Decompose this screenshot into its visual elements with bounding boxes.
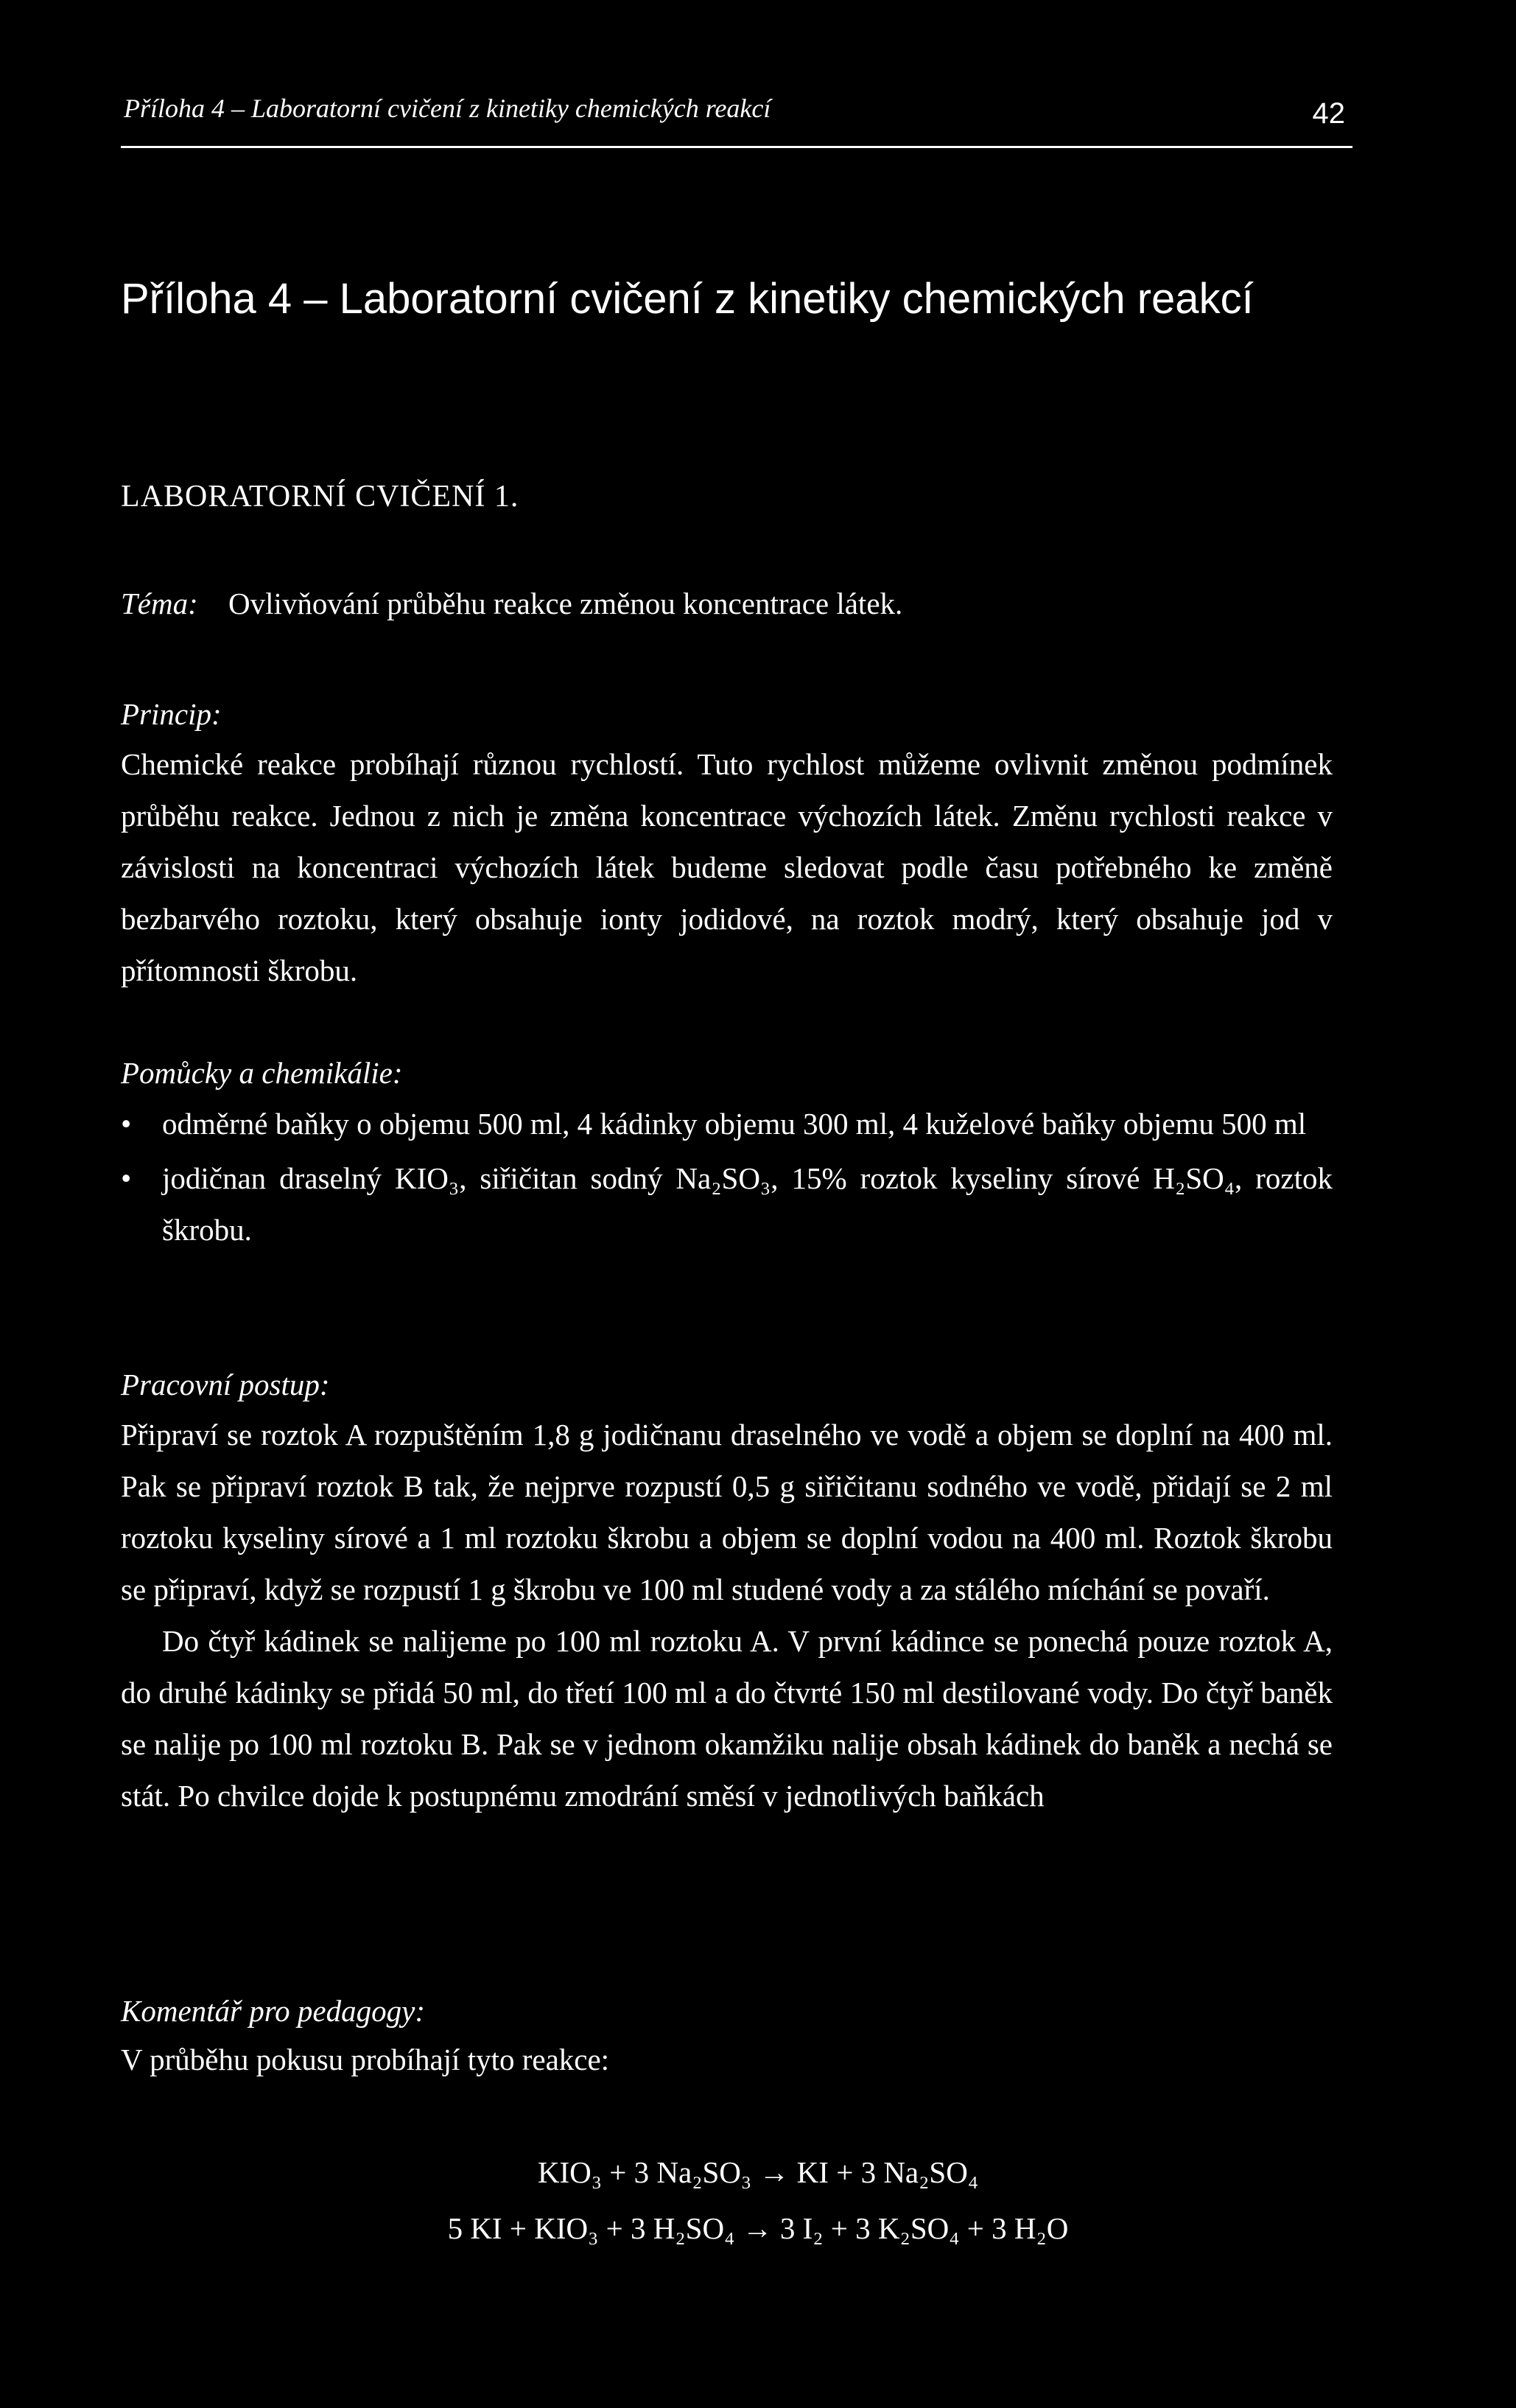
- list-item: [121, 1152, 1333, 1256]
- reaction-equations: [0, 2144, 1516, 2256]
- equipment-label: Pomůcky a chemikálie:: [121, 1056, 403, 1090]
- list-item-text: odměrné baňky o objemu 500 ml, 4 kádinky objemu 300 ml, 4 kuželové baňky objemu 500 ml: [162, 1107, 1307, 1141]
- equation: 5 KI + KIO₃ + 3 H₂SO₄ → 3 I₂ + 3 K₂SO₄ + 3 H₂O: [447, 2211, 1069, 2245]
- procedure-paragraph: Do čtyř kádinek se nalijeme po 100 ml roztoku A. V první kádince se ponechá pouze roztok A, do druhé kádinky se přidá 50 ml, do třetí 100 ml a do čtvrté 150 ml destilované vody. Do čtyř baněk se nalije po 100 ml roztoku B. Pak se v jednom okamžiku nalije obsah kádinek do baněk a nechá se stát. Po chvilce dojde k postupnému zmodrání směsí v jednotlivých baňkách: [121, 1624, 1333, 1813]
- appendix-title: Příloha 4 – Laboratorní cvičení z kinetiky chemických reakcí: [121, 275, 1254, 323]
- procedure-text: [121, 1409, 1333, 1821]
- list-item: [121, 1098, 1333, 1149]
- procedure-label: Pracovní postup:: [121, 1368, 330, 1401]
- bullet-icon: •: [121, 1107, 132, 1141]
- page-number: 42: [1312, 97, 1345, 130]
- equation: KIO₃ + 3 Na₂SO₃ → KI + 3 Na₂SO₄: [537, 2155, 979, 2189]
- principle-label: Princip:: [121, 697, 222, 731]
- topic-line: [121, 586, 903, 621]
- bullet-icon: •: [121, 1161, 132, 1195]
- exercise-heading: LABORATORNÍ CVIČENÍ 1.: [121, 480, 519, 514]
- comment-intro: V průběhu pokusu probíhají tyto reakce:: [121, 2043, 610, 2076]
- topic-value: Ovlivňování průběhu reakce změnou koncentrace látek.: [228, 587, 903, 620]
- running-header-title: Příloha 4 – Laboratorní cvičení z kinetiky chemických reakcí: [124, 94, 771, 123]
- topic-label: Téma:: [121, 587, 198, 620]
- equipment-list: [121, 1098, 1333, 1256]
- running-header: [121, 87, 1352, 148]
- principle-text: [121, 738, 1333, 996]
- principle-paragraph: Chemické reakce probíhají různou rychlostí. Tuto rychlost můžeme ovlivnit změnou podmínek průběhu reakce. Jednou z nich je změna koncentrace výchozích látek. Změnu rychlosti reakce v závislosti na koncentraci výchozích látek budeme sledovat podle času potřebného ke změně bezbarvého roztoku, který obsahuje ionty jodidové, na roztok modrý, který obsahuje jod v přítomnosti škrobu.: [121, 747, 1333, 987]
- teacher-comment-label: Komentář pro pedagogy:: [121, 1994, 425, 2028]
- list-item-text: jodičnan draselný KIO₃, siřičitan sodný Na₂SO₃, 15% roztok kyseliny sírové H₂SO₄, roztok škrobu.: [162, 1161, 1333, 1247]
- teacher-comment-text: [121, 2034, 1333, 2085]
- procedure-paragraph: Připraví se roztok A rozpuštěním 1,8 g jodičnanu draselného ve vodě a objem se doplní na 400 ml. Pak se připraví roztok B tak, že nejprve rozpustí 0,5 g siřičitanu sodného ve vodě, přidají se 2 ml roztoku kyseliny sírové a 1 ml roztoku škrobu a objem se doplní vodou na 400 ml. Roztok škrobu se připraví, když se rozpustí 1 g škrobu ve 100 ml studené vody a za stálého míchání se povaří.: [121, 1418, 1333, 1606]
